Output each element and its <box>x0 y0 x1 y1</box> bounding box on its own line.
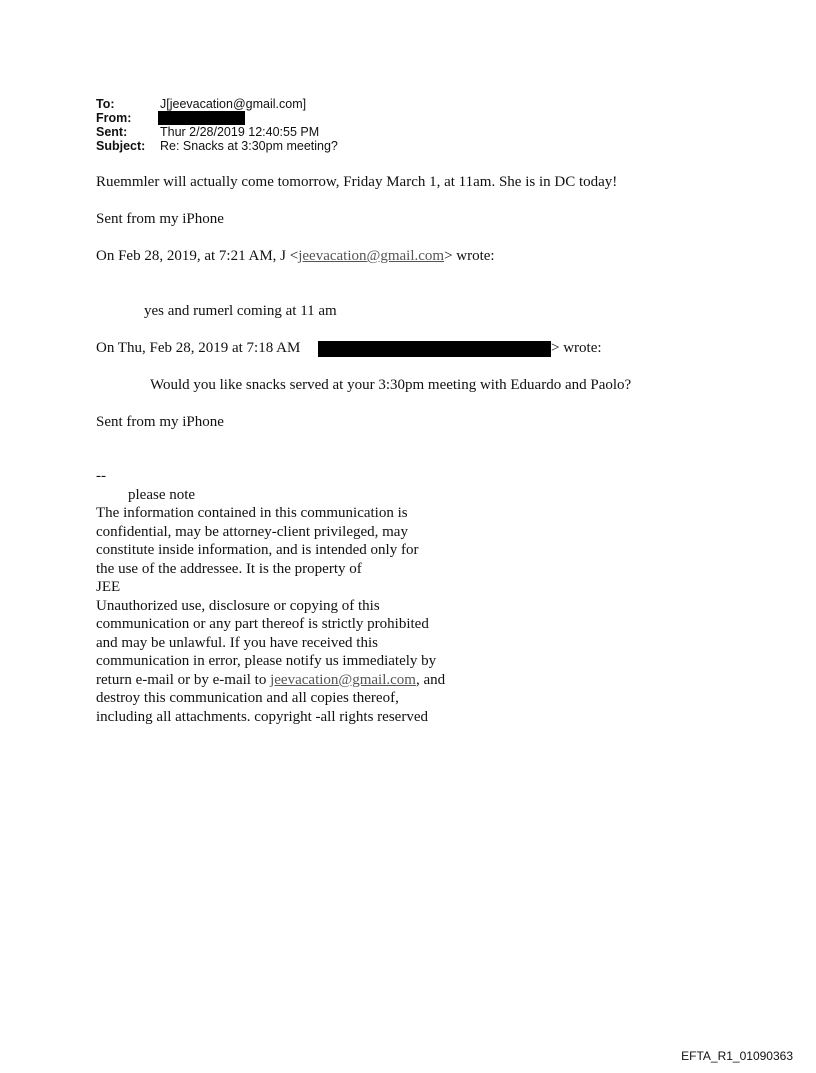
from-row <box>96 111 338 125</box>
quote-header-1-suffix: > wrote: <box>444 248 495 264</box>
disclaimer-email-link[interactable]: jeevacation@gmail.com <box>270 671 416 688</box>
disclaimer-line: the use of the addressee. It is the property of <box>96 560 362 577</box>
reply-line: yes and rumerl coming at 11 am <box>144 303 337 319</box>
disclaimer-line: destroy this communication and all copies thereof, <box>96 690 399 706</box>
quote-header-2-prefix: On Thu, Feb 28, 2019 at 7:18 AM <box>96 340 301 356</box>
from-redaction <box>158 111 245 125</box>
quote-header-1 <box>96 248 495 265</box>
signature-dashes: -- <box>96 468 106 484</box>
sent-label: Sent: <box>96 125 128 139</box>
quote-header-1-prefix: On Feb 28, 2019, at 7:21 AM, J < <box>96 248 299 264</box>
sent-from-iphone-1: Sent from my iPhone <box>96 211 224 227</box>
to-label: To: <box>96 97 115 111</box>
disclaimer-line: The information contained in this communication is <box>96 505 408 521</box>
return-prefix: return e-mail or by e-mail to <box>96 671 271 688</box>
subject-value: Re: Snacks at 3:30pm meeting? <box>160 139 338 153</box>
disclaimer-line: Unauthorized use, disclosure or copying of this <box>96 597 380 614</box>
from-label: From: <box>96 111 132 125</box>
disclaimer-line: JEE <box>96 579 121 595</box>
disclaimer-block <box>96 467 445 726</box>
disclaimer-line: communication in error, please notify us immediately by <box>96 653 437 669</box>
disclaimer-line: communication or any part thereof is strictly prohibited <box>96 616 429 632</box>
email-link[interactable]: jeevacation@gmail.com <box>298 248 445 264</box>
sent-from-iphone-2: Sent from my iPhone <box>96 414 224 430</box>
return-suffix: , and <box>415 671 446 688</box>
sender-redaction <box>318 341 551 357</box>
subject-label: Subject: <box>96 139 146 153</box>
please-note: please note <box>128 486 196 503</box>
disclaimer-line: constitute inside information, and is intended only for <box>96 542 419 558</box>
snacks-question: Would you like snacks served at your 3:30pm meeting with Eduardo and Paolo? <box>150 377 632 393</box>
sent-row <box>96 125 338 139</box>
disclaimer-line: including all attachments. copyright -all rights reserved <box>96 708 428 725</box>
disclaimer-return-line <box>96 671 445 690</box>
quote-header-2-suffix: > wrote: <box>551 340 602 356</box>
quote-header-2 <box>96 340 300 357</box>
disclaimer-line: and may be unlawful. If you have received this <box>96 634 378 651</box>
subject-row <box>96 139 338 153</box>
sent-value: Thur 2/28/2019 12:40:55 PM <box>160 125 320 139</box>
to-row <box>96 97 338 111</box>
disclaimer-line: confidential, may be attorney-client privileged, may <box>96 523 408 540</box>
document-id: EFTA_R1_01090363 <box>681 1049 793 1063</box>
body-line-1: Ruemmler will actually come tomorrow, Friday March 1, at 11am. She is in DC today! <box>96 174 618 190</box>
to-value: J[jeevacation@gmail.com] <box>160 97 307 111</box>
email-header <box>96 97 338 153</box>
